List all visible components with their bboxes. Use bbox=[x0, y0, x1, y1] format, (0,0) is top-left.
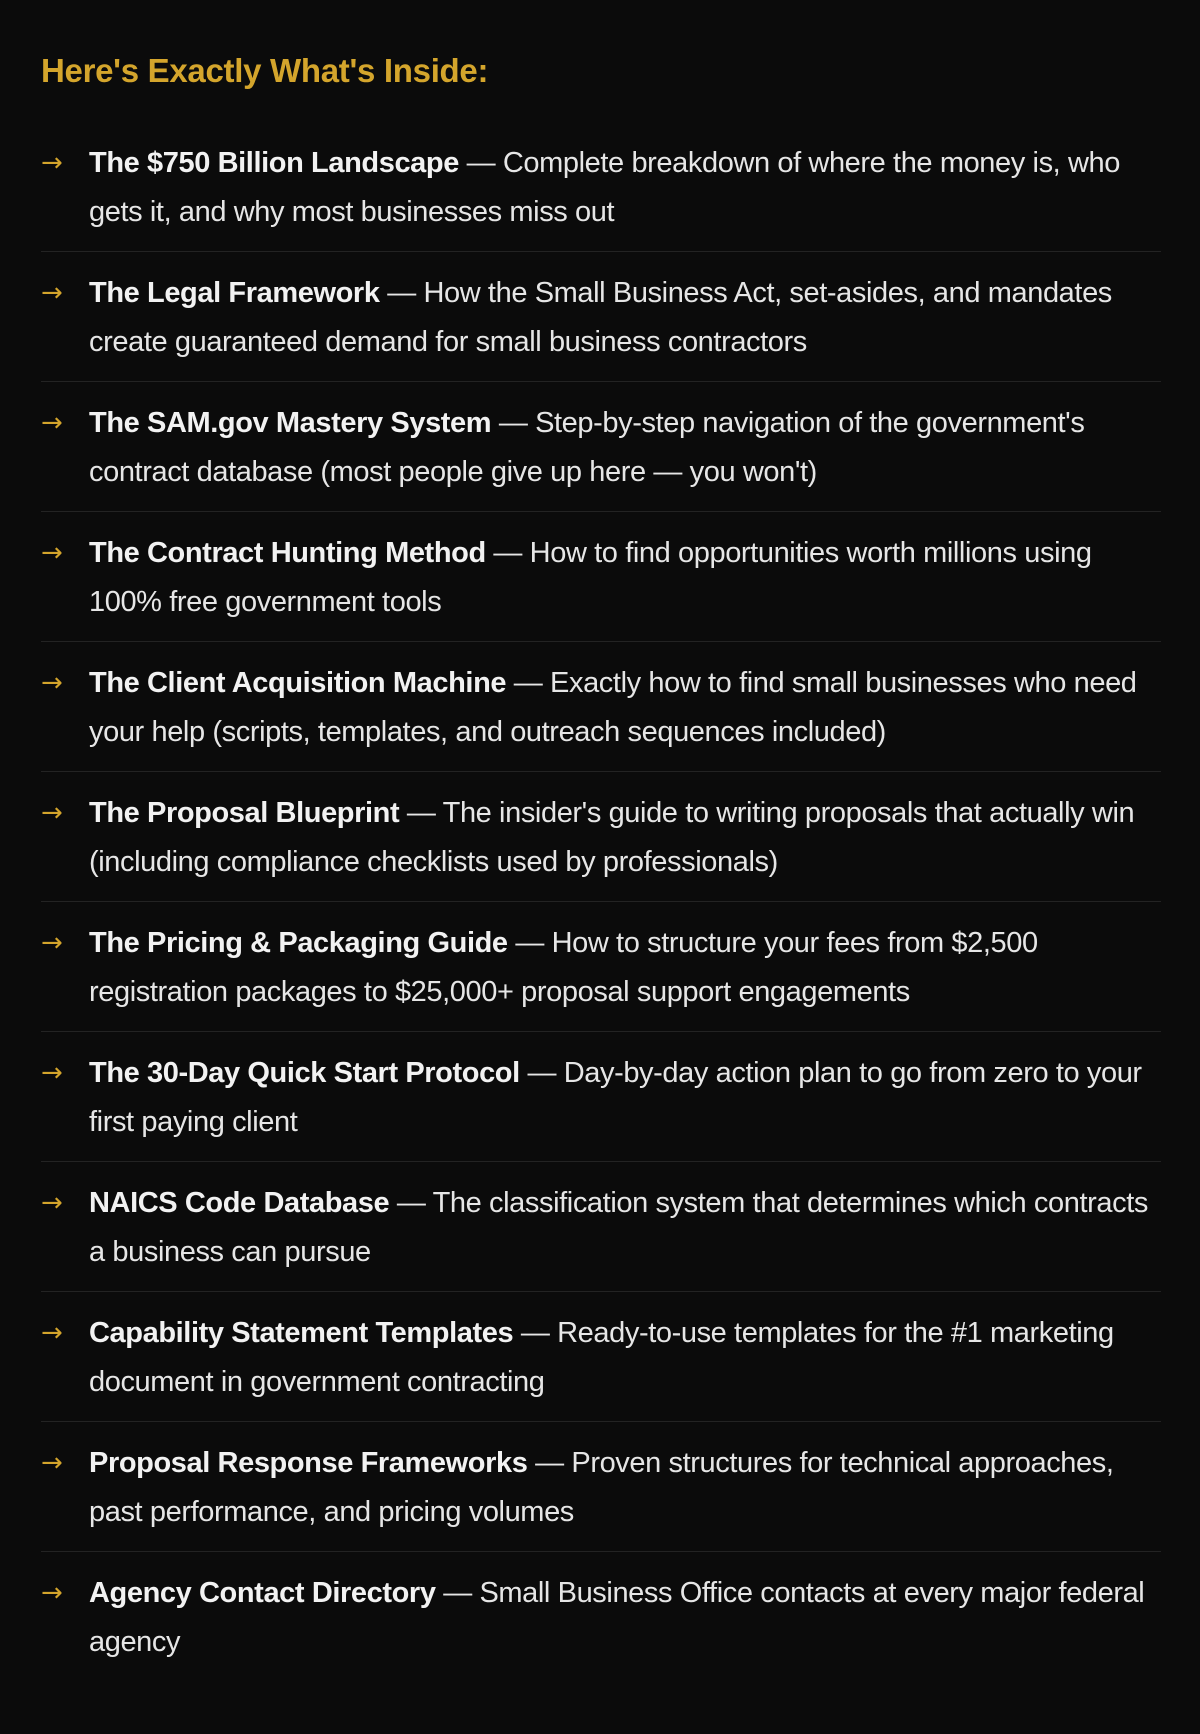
arrow-right-icon: → bbox=[41, 1448, 63, 1478]
list-item bbox=[41, 902, 1161, 1032]
arrow-right-icon: → bbox=[41, 538, 63, 568]
item-title: The Proposal Blueprint bbox=[89, 797, 400, 829]
section-heading: Here's Exactly What's Inside: bbox=[41, 52, 489, 89]
list-item bbox=[41, 772, 1161, 902]
arrow-right-icon: → bbox=[41, 148, 63, 178]
item-text bbox=[89, 529, 1161, 627]
item-description: — Step-by-step navigation of the government's contract database (most people give up here — you won't) bbox=[89, 407, 1085, 488]
arrow-right-icon: → bbox=[41, 1058, 63, 1088]
item-text bbox=[89, 1179, 1161, 1277]
item-title: Capability Statement Templates bbox=[89, 1317, 514, 1349]
list-item bbox=[41, 1162, 1161, 1292]
item-text bbox=[89, 269, 1161, 367]
item-title: Proposal Response Frameworks bbox=[89, 1447, 528, 1479]
list-item bbox=[41, 1032, 1161, 1162]
item-text bbox=[89, 659, 1161, 757]
arrow-right-icon: → bbox=[41, 1188, 63, 1218]
item-description: — Day-by-day action plan to go from zero to your first paying client bbox=[89, 1057, 1142, 1138]
item-title: The Legal Framework bbox=[89, 277, 380, 309]
arrow-right-icon: → bbox=[41, 1578, 63, 1608]
arrow-right-icon: → bbox=[41, 1318, 63, 1348]
item-title: The $750 Billion Landscape bbox=[89, 147, 459, 179]
item-title: The SAM.gov Mastery System bbox=[89, 407, 492, 439]
item-text bbox=[89, 1569, 1161, 1667]
item-description: — Ready-to-use templates for the #1 marketing document in government contracting bbox=[89, 1317, 1114, 1398]
item-description: — The insider's guide to writing proposals that actually win (including compliance checklists used by professionals) bbox=[89, 797, 1135, 878]
item-text bbox=[89, 139, 1161, 237]
list-item bbox=[41, 1552, 1161, 1682]
item-text bbox=[89, 399, 1161, 497]
item-text bbox=[89, 1309, 1161, 1407]
item-description: — Proven structures for technical approaches, past performance, and pricing volumes bbox=[89, 1447, 1114, 1528]
item-description: — Complete breakdown of where the money is, who gets it, and why most businesses miss out bbox=[89, 147, 1120, 228]
list-item bbox=[41, 122, 1161, 252]
item-text bbox=[89, 919, 1161, 1017]
arrow-right-icon: → bbox=[41, 278, 63, 308]
list-item bbox=[41, 382, 1161, 512]
item-title: The Pricing & Packaging Guide bbox=[89, 927, 508, 959]
list-item bbox=[41, 1422, 1161, 1552]
item-description: — Small Business Office contacts at every major federal agency bbox=[89, 1577, 1145, 1658]
item-title: The 30-Day Quick Start Protocol bbox=[89, 1057, 520, 1089]
list-item bbox=[41, 252, 1161, 382]
item-text bbox=[89, 1049, 1161, 1147]
arrow-right-icon: → bbox=[41, 798, 63, 828]
item-text bbox=[89, 789, 1161, 887]
item-title: The Contract Hunting Method bbox=[89, 537, 486, 569]
list-item bbox=[41, 1292, 1161, 1422]
contents-list bbox=[41, 122, 1161, 1682]
arrow-right-icon: → bbox=[41, 668, 63, 698]
item-title: The Client Acquisition Machine bbox=[89, 667, 507, 699]
item-description: — How to structure your fees from $2,500 registration packages to $25,000+ proposal support engagements bbox=[89, 927, 1038, 1008]
arrow-right-icon: → bbox=[41, 928, 63, 958]
list-item bbox=[41, 642, 1161, 772]
list-item bbox=[41, 512, 1161, 642]
item-title: Agency Contact Directory bbox=[89, 1577, 436, 1609]
item-description: — How to find opportunities worth millions using 100% free government tools bbox=[89, 537, 1092, 618]
item-description: — How the Small Business Act, set-asides, and mandates create guaranteed demand for small business contractors bbox=[89, 277, 1112, 358]
arrow-right-icon: → bbox=[41, 408, 63, 438]
item-text bbox=[89, 1439, 1161, 1537]
item-title: NAICS Code Database bbox=[89, 1187, 390, 1219]
item-description: — The classification system that determines which contracts a business can pursue bbox=[89, 1187, 1148, 1268]
item-description: — Exactly how to find small businesses who need your help (scripts, templates, and outreach sequences included) bbox=[89, 667, 1137, 748]
